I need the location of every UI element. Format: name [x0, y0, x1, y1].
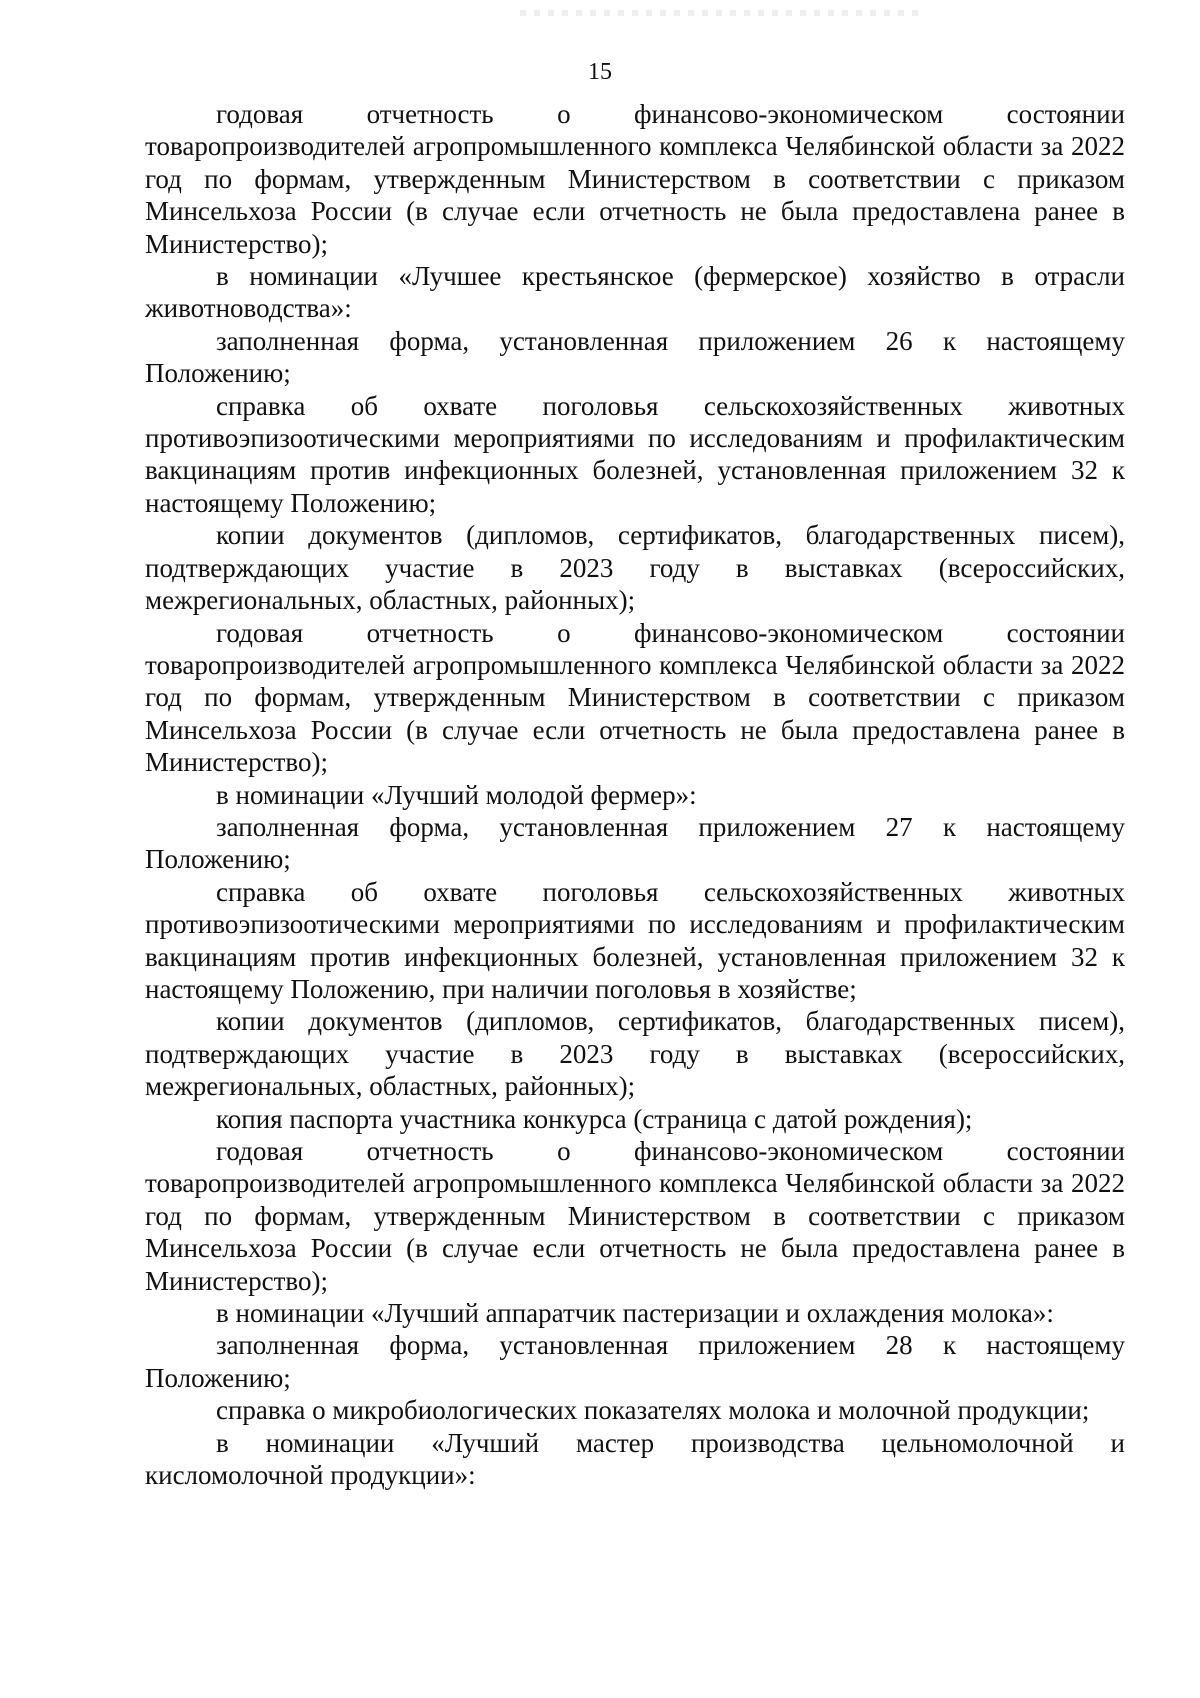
paragraph: в номинации «Лучший мастер производства цельномолочной и кисломолочной продукции»:	[145, 1427, 1125, 1491]
paragraph: в номинации «Лучший аппаратчик пастеризации и охлаждения молока»:	[216, 1298, 1054, 1329]
paragraph: в номинации «Лучшее крестьянское (фермерское) хозяйство в отрасли животноводства»:	[145, 261, 1125, 324]
paragraph: заполненная форма, установленная приложением 27 к настоящему Положению;	[145, 811, 1125, 875]
paragraph: копии документов (дипломов, сертификатов, благодарственных писем), подтверждающих участие в 2023 году в выставках (всероссийских, межрегиональных, областных, районных);	[145, 520, 1125, 616]
scan-artifact	[520, 10, 920, 16]
paragraph: годовая отчетность о финансово-экономическом состоянии товаропроизводителей агропромышленного комплекса Челябинской области за 2022 год по формам, утвержденным Министерством в соответствии с приказом Минсельхоза России (в случае если отчетность не была предоставлена ранее в Министерство);	[145, 99, 1125, 259]
paragraph: в номинации «Лучший молодой фермер»:	[216, 779, 697, 810]
paragraph: годовая отчетность о финансово-экономическом состоянии товаропроизводителей агропромышленного комплекса Челябинской области за 2022 год по формам, утвержденным Министерством в соответствии с приказом Минсельхоза России (в случае если отчетность не была предоставлена ранее в Министерство);	[145, 617, 1125, 778]
document-body	[145, 98, 1125, 1491]
paragraph: справка об охвате поголовья сельскохозяйственных животных противоэпизоотическими мероприятиями по исследованиям и профилактическим вакцинациям против инфекционных болезней, установленная приложением 32 к настоящему Положению;	[145, 390, 1125, 518]
paragraph: копии документов (дипломов, сертификатов, благодарственных писем), подтверждающих участие в 2023 году в выставках (всероссийских, межрегиональных, областных, районных);	[145, 1006, 1125, 1102]
paragraph: годовая отчетность о финансово-экономическом состоянии товаропроизводителей агропромышленного комплекса Челябинской области за 2022 год по формам, утвержденным Министерством в соответствии с приказом Минсельхоза России (в случае если отчетность не была предоставлена ранее в Министерство);	[145, 1136, 1125, 1296]
paragraph: заполненная форма, установленная приложением 28 к настоящему Положению;	[145, 1330, 1125, 1393]
paragraph: справка о микробиологических показателях молока и молочной продукции;	[216, 1395, 1090, 1426]
paragraph: справка об охвате поголовья сельскохозяйственных животных противоэпизоотическими мероприятиями по исследованиям и профилактическим вакцинациям против инфекционных болезней, установленная приложением 32 к настоящему Положению, при наличии поголовья в хозяйстве;	[145, 876, 1125, 1004]
paragraph: заполненная форма, установленная приложением 26 к настоящему Положению;	[145, 325, 1125, 389]
page-number: 15	[588, 59, 612, 85]
paragraph: копия паспорта участника конкурса (страница с датой рождения);	[216, 1103, 973, 1134]
